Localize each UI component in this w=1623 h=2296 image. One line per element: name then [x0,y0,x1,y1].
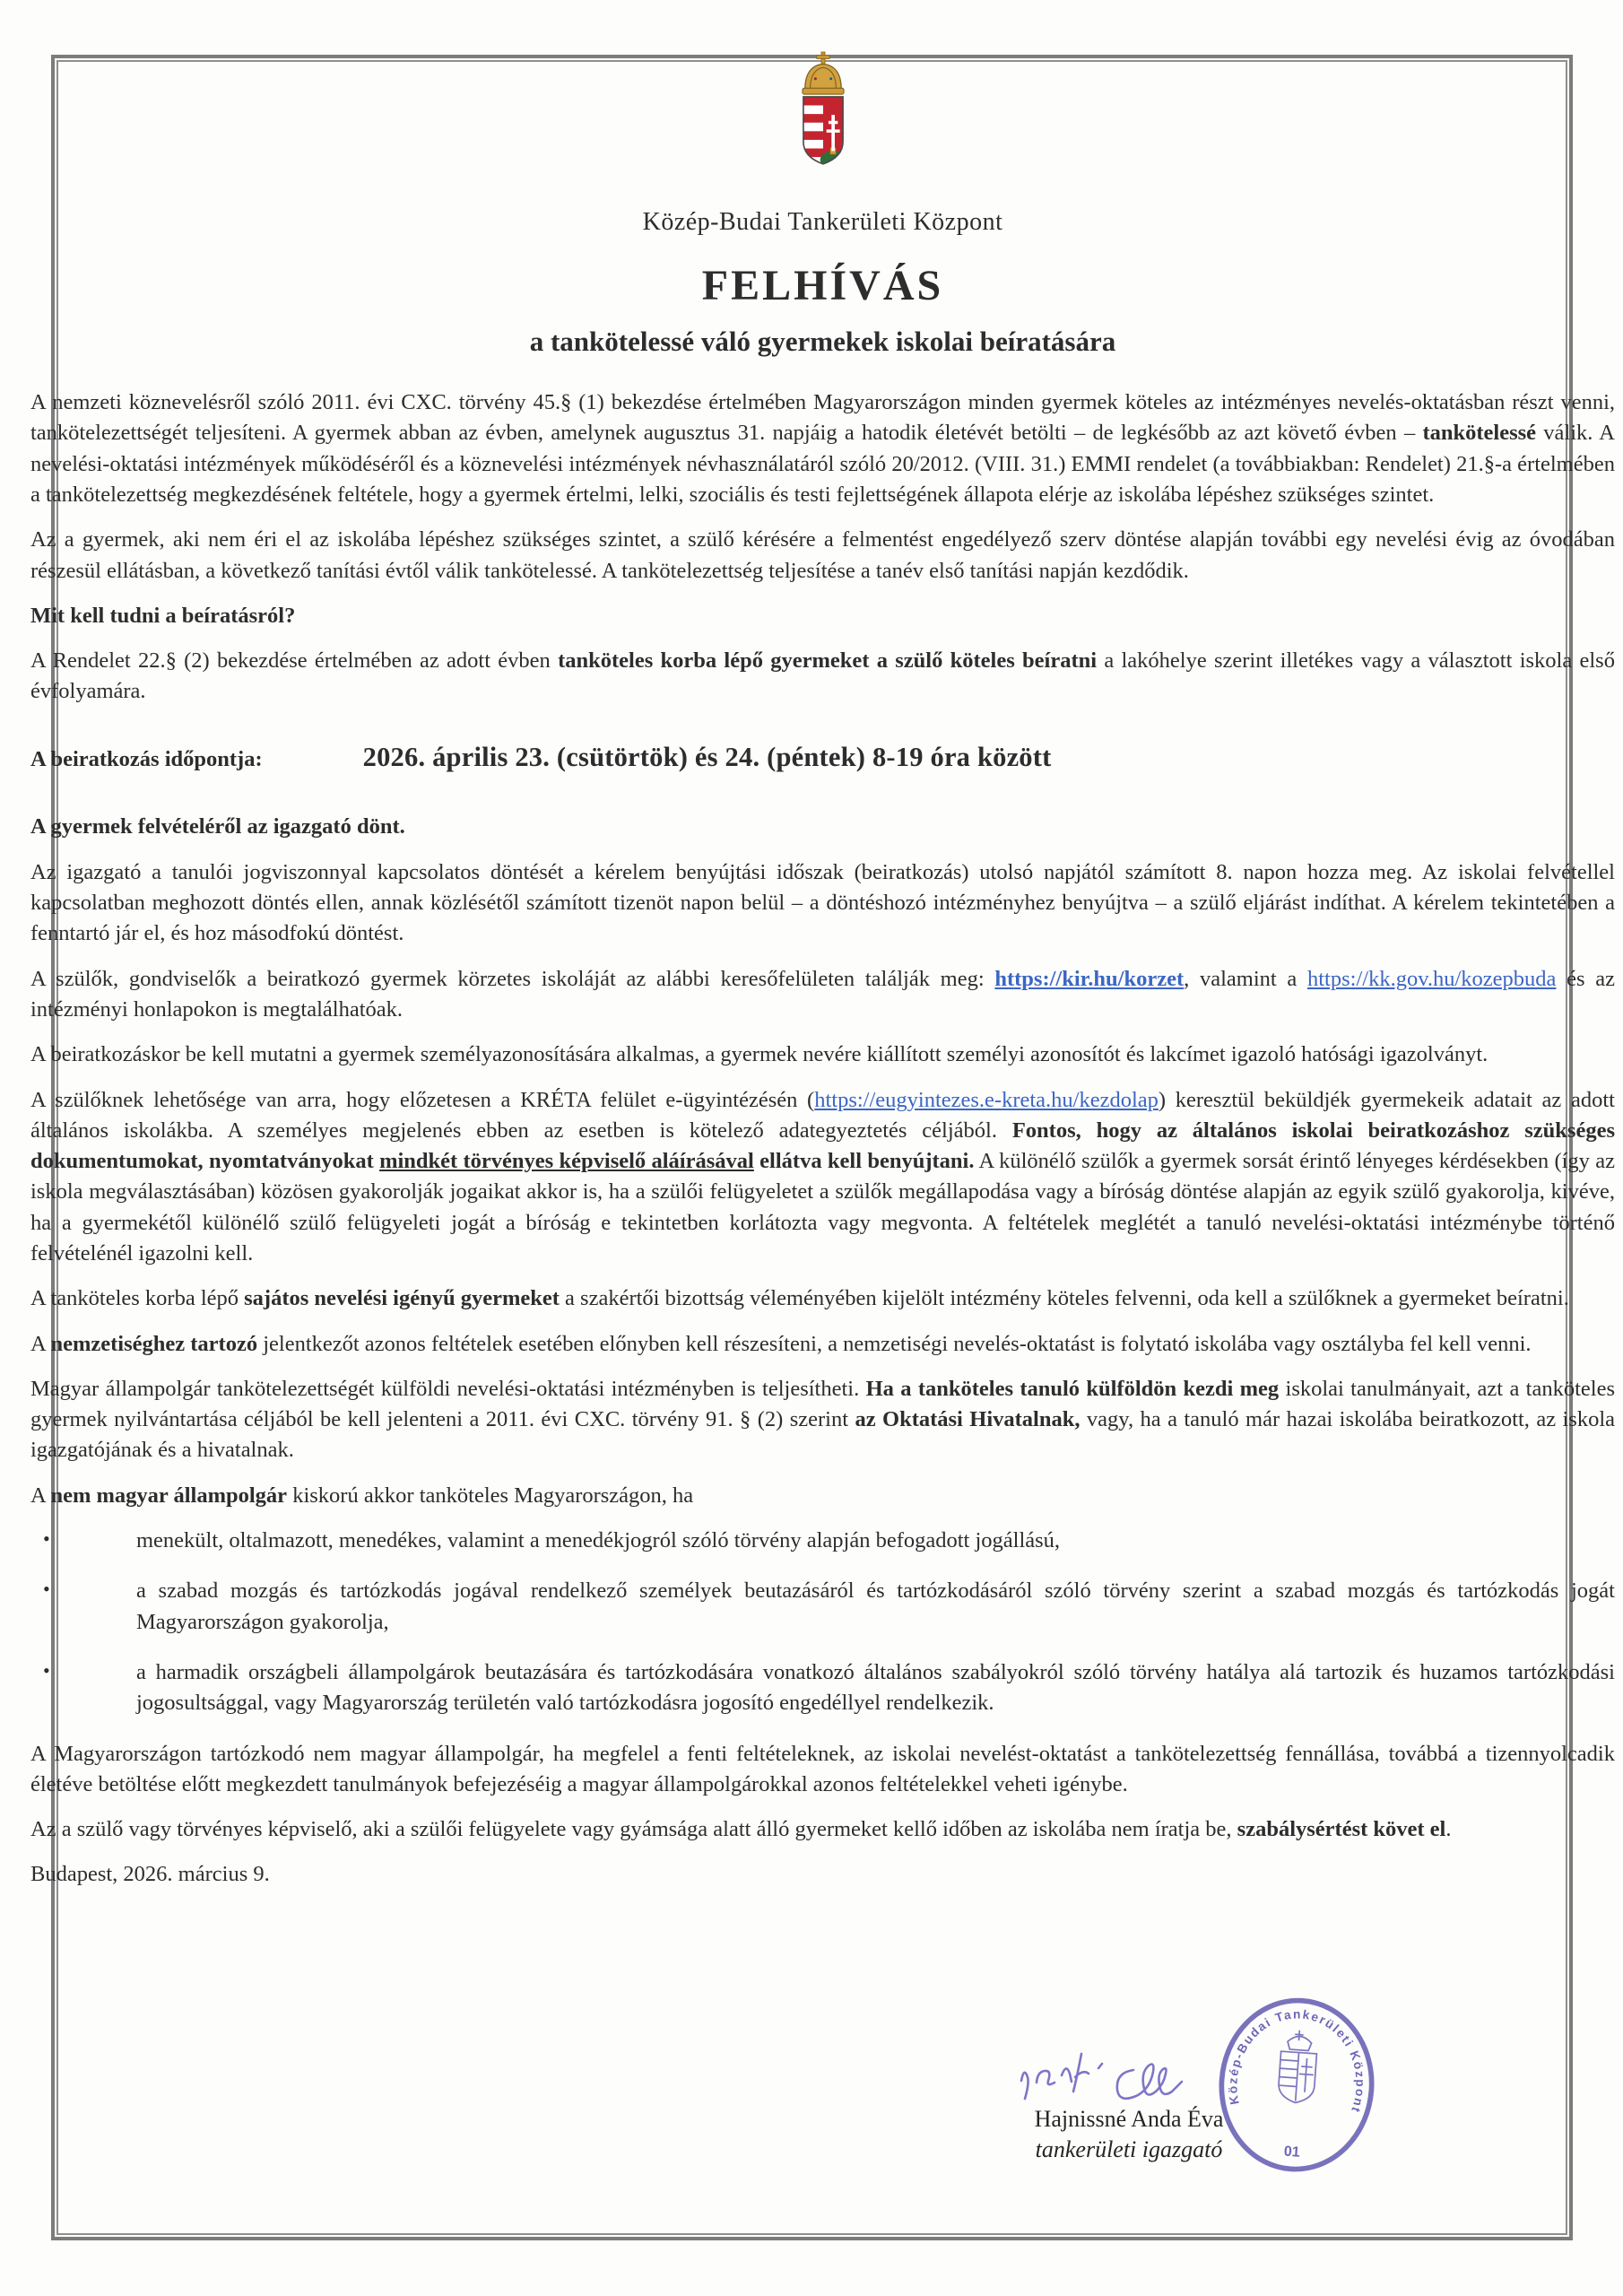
paragraph [30,646,1615,708]
paragraph [30,1283,1615,1314]
paragraph [30,1039,1615,1070]
section-heading [30,601,1615,631]
paragraph [30,1329,1615,1360]
text-segment: A különélő szülők a gyermek sorsát érintő lényeges kérdésekben (így az iskola megválasztásában) közösen gyakorolják jogaikat akkor is, ha a szülői felügyeletet a szülők megállapodása vagy a bíróság döntése alapján az egyik szülő gyakorolja, kivéve, ha a gyermekétől különélő szülő felügyeleti jogát a bíróság e tekintetben korlátozta vagy megvonta. A feltételek meglétét a tanuló nevelési-oktatási intézménybe történő felvételénél igazolni kell. [30,1149,1616,1265]
text-segment: Az igazgató a tanulói jogviszonnyal kapcsolatos döntését a kérelem benyújtási időszak (beiratkozás) utolsó napjától számított 8. napon hozza meg. Az iskolai felvétellel kapcsolatban meghozott döntés ellen, annak közlésétől számított tizenöt napon belül – a döntéshozó intézményhez benyújtva – a szülő eljárást indíthat. A kérelem tekintetében a fenntartó jár el, és hoz másodfokú döntést. [30,859,1615,946]
text-segment: Mit kell tudni a beíratásról? [30,603,296,628]
text-segment: A gyermek felvételéről az igazgató dönt. [30,814,405,839]
document-title: FELHÍVÁS [701,262,944,310]
text-segment: A szülők, gondviselők a beiratkozó gyermek körzetes iskoláját az alábbi keresőfelületen találják meg: [30,966,995,991]
text-segment: Magyar állampolgár tankötelezettségét külföldi nevelési-oktatási intézményben is teljesítheti. [30,1376,866,1401]
text-segment: nem magyar állampolgár [50,1483,288,1508]
text-segment: A nemzeti köznevelésről szóló 2011. évi CXC. törvény 45.§ (1) bekezdése értelmében Magyarországon minden gyermek köteles az intézményes nevelés-oktatásban részt venni, tankötelezettségét teljesíteni. A gyermek abban az évben, amelynek augusztus 31. napjáig a hatodik életévét betölti – de legkésőbb az azt követő évben – [30,390,1615,446]
bullet-icon: • [43,1527,50,1551]
paragraph [30,1739,1615,1801]
stamp-number: 01 [1283,2143,1301,2161]
document-content [30,50,1615,1905]
text-segment: Fontos, hogy az általános iskolai beiratkozáshoz szükséges dokumentumokat, nyomtatványokat [30,1118,1615,1174]
header-crest-area [30,50,1615,192]
enrollment-date-label: A beiratkozás időpontja: [30,746,263,771]
paragraph [30,525,1615,587]
text-segment: tanköteles korba lépő gyermeket a szülő köteles beíratni [558,648,1098,674]
text-segment: A Rendelet 22.§ (2) bekezdése értelmében az adott évben [30,648,559,674]
text-segment: . [1445,1817,1452,1842]
body-bottom-paragraphs [30,812,1615,1890]
organization-name: Közép-Budai Tankerületi Központ [642,208,1003,237]
text-segment: és az intézményi honlapokon is megtalálhatóak. [30,966,1615,1022]
body-top-paragraphs [30,387,1615,708]
paragraph [30,1374,1615,1466]
paragraph [30,964,1615,1026]
text-segment: válik. A nevelési-oktatási intézmények működéséről és a köznevelési intézmények névhasználatáról szóló 20/2012. (VIII. 31.) EMMI rendelet (a továbbiakban: Rendelet) 21.§-a értelmében a tankötelezettség megkezdésének feltétele, hogy a gyermek értelmi, lelki, szociális és testi fejlettségének állapota elérje az iskolába lépéshez szükséges szintet. [30,421,1615,507]
text-segment: A szülőknek lehetősége van arra, hogy előzetesen a KRÉTA felület e-ügyintézésén ( [30,1087,815,1112]
text-segment: vagy, ha a tanuló már hazai iskolába beiratkozott, az iskola igazgatójának és a hivatalnak. [30,1407,1616,1463]
signer-role: tankerületi igazgató [1035,2136,1223,2162]
text-segment: ) keresztül beküldjék gyermekeik adatait az adott általános iskolákba. A személyes megjelenés ebben az esetben is kötelező adategyeztetés céljából. [30,1087,1615,1143]
text-segment: ellátva kell benyújtani. [753,1149,975,1174]
text-segment: Budapest, 2026. március 9. [30,1862,270,1887]
bullet-item [30,1526,1615,1556]
paragraph [30,1814,1615,1845]
paragraph [30,1859,1615,1890]
text-segment: A [30,1483,51,1508]
enrollment-date-value: 2026. április 23. (csütörtök) és 24. (péntek) 8-19 óra között [362,741,1052,772]
text-segment: nemzetiséghez tartozó [50,1331,258,1356]
bullet-icon: • [43,1658,50,1682]
text-segment: , valamint a [1184,966,1307,991]
text-segment: A Magyarországon tartózkodó nem magyar állampolgár, ha megfelel a fenti feltételeknek, az iskolai nevelést-oktatást a tankötelezettség fennállása, továbbá a tizennyolcadik életéve betöltése előtt megkezdett tanulmányok befejezéséig a magyar állampolgárokkal azonos feltételekkel veheti igénybe. [30,1741,1615,1796]
text-segment: kiskorú akkor tanköteles Magyarországon, ha [287,1483,694,1508]
hungarian-coat-of-arms-icon [780,50,866,183]
text-segment: iskolai tanulmányait, azt a tanköteles gyermek nyilvántartása céljából be kell jelenteni a 2011. évi CXC. törvény 91. § (2) szerint [30,1376,1615,1432]
text-segment: A beiratkozáskor be kell mutatni a gyermek személyazonosítására alkalmas, a gyermek nevére kiállított személyi azonosítót és lakcímet igazoló hatósági igazolványt. [30,1042,1488,1067]
bullet-item [30,1657,1615,1719]
enrollment-date-row [30,738,1615,777]
bullet-text [136,1657,1615,1719]
text-segment: menekült, oltalmazott, menedékes, valamint a menedékjogról szóló törvény alapján befogadott jogállású, [136,1528,1061,1553]
text-segment: A tanköteles korba lépő [30,1286,245,1311]
paragraph [30,1085,1615,1270]
bullet-text [136,1526,1615,1556]
stamp-ring-text: Közép-Budai Tankerületi Központ [1226,2007,1367,2116]
section-heading [30,812,1615,842]
text-segment: A [30,1331,51,1356]
text-segment: jelentkezőt azonos feltételek esetében előnyben kell részesíteni, a nemzetiségi nevelés-oktatást is folytató iskolába vagy osztályba fel kell venni. [257,1331,1532,1356]
link[interactable]: https://kir.hu/korzet [994,966,1185,991]
official-round-stamp [1211,1991,1382,2181]
stamp-coat-of-arms-icon [1278,2030,1318,2104]
text-segment: szabálysértést követ el [1237,1817,1446,1842]
text-segment: Ha a tanköteles tanuló külföldön kezdi meg [865,1376,1280,1401]
bullet-text [136,1576,1615,1638]
paragraph [30,387,1615,510]
text-segment: a szakértői bizottság véleményében kijelölt intézmény köteles felvenni, oda kell a szülőknek a gyermeket beíratni. [559,1286,1569,1311]
signature-block [89,2009,1566,2224]
text-segment: Az a szülő vagy törvényes képviselő, aki a szülői felügyelete vagy gyámsága alatt álló gyermeket kellő időben az iskolába nem íratja be, [30,1817,1237,1842]
text-segment: a lakóhelye szerint illetékes vagy a választott iskola első évfolyamára. [30,648,1615,704]
text-segment: sajátos nevelési igényű gyermeket [244,1286,560,1311]
bullet-item [30,1576,1615,1638]
text-segment: mindkét törvényes képviselő aláírásával [379,1149,754,1174]
text-segment: Az a gyermek, aki nem éri el az iskolába lépéshez szükséges szintet, a szülő kérésére a felmentést engedélyező szerv döntése alapján további egy nevelési évig az óvodában részesül ellátásban, a következő tanítási évtől válik tankötelessé. A tankötelezettség teljesítése a tanév első tanítási napján kezdődik. [30,527,1615,583]
link[interactable]: https://kk.gov.hu/kozepbuda [1307,966,1557,991]
handwritten-signature-icon [1012,2034,1237,2115]
text-segment: az Oktatási Hivatalnak, [855,1407,1081,1432]
text-segment: a szabad mozgás és tartózkodás jogával rendelkező személyek beutazásáról és tartózkodásáról szóló törvény szerint a szabad mozgás és tartózkodás jogát Magyarországon gyakorolja, [136,1578,1615,1634]
document-subtitle: a tankötelessé váló gyermekek iskolai beíratására [529,325,1116,357]
paragraph [30,857,1615,950]
text-segment: tankötelessé [1422,421,1537,446]
link[interactable]: https://eugyintezes.e-kreta.hu/kezdolap [814,1087,1159,1112]
text-segment: a harmadik országbeli állampolgárok beutazására és tartózkodására vonatkozó általános szabályokról szóló törvény hatálya alá tartozik és huzamos tartózkodási jogosultsággal, vagy Magyarország területén való tartózkodásra jogosító engedéllyel rendelkezik. [136,1659,1615,1716]
bullet-icon: • [43,1578,50,1601]
paragraph [30,1481,1615,1511]
signer-name: Hajnissné Anda Éva [1034,2106,1224,2132]
